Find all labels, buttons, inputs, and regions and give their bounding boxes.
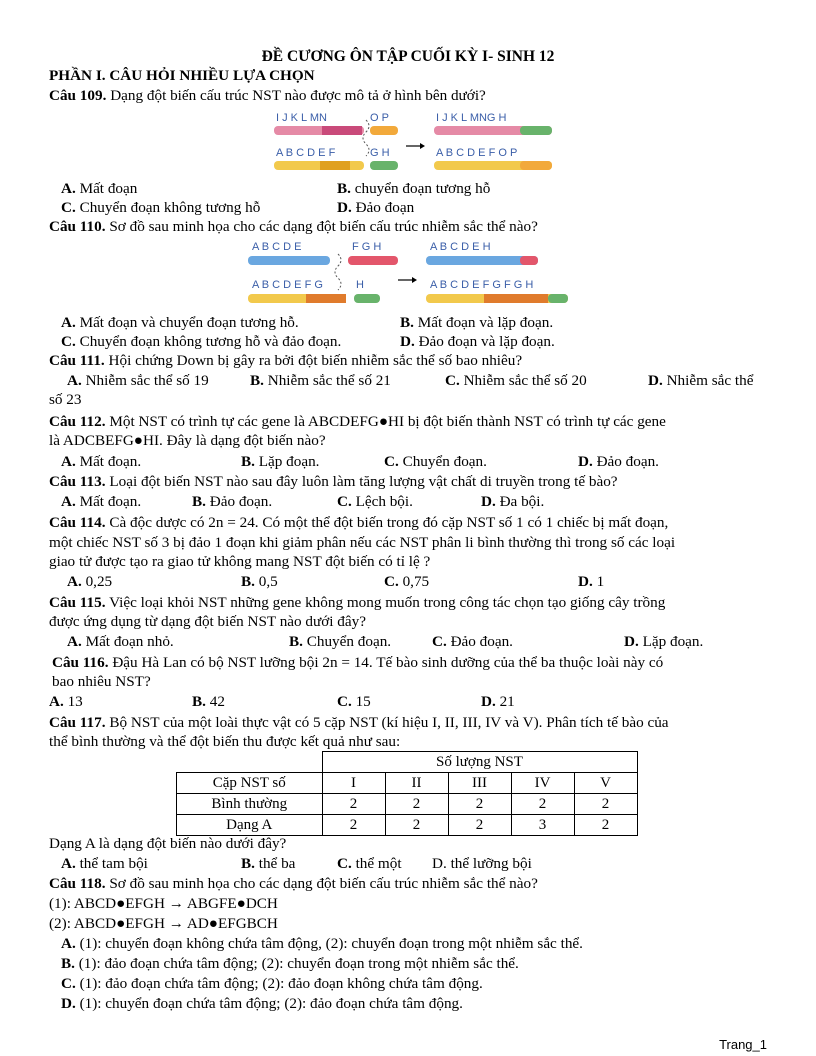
question-114-cont: một chiếc NST số 3 bị đảo 1 đoạn khi giảm phân nếu các NST phân li bình thường thì trong số các loại — [49, 534, 676, 551]
chromosome-segment — [520, 256, 538, 265]
table-row — [177, 794, 638, 815]
q117-option-c: C. thể một — [337, 855, 402, 872]
chromosome-segment — [306, 294, 346, 303]
table-cell: 2 — [448, 815, 511, 836]
table-row — [177, 815, 638, 836]
q117-option-b: B. thể ba — [241, 855, 296, 872]
chromosome-segment — [320, 161, 350, 170]
q111-option-c: C. Nhiễm sắc thể số 20 — [445, 372, 587, 389]
fig-label: I J K L MN — [276, 112, 327, 124]
q117-option-d: D. thể lưỡng bội — [432, 855, 532, 872]
question-113: Câu 113. Loại đột biến NST nào sau đây luôn làm tăng lượng vật chất di truyền trong tế bào? — [49, 473, 618, 490]
page-title: ĐỀ CƯƠNG ÔN TẬP CUỐI KỲ I- SINH 12 — [261, 48, 555, 65]
question-112: Câu 112. Một NST có trình tự các gene là ABCDEFG●HI bị đột biến thành NST có trình tự các gene — [49, 413, 666, 430]
table-cell: Dạng A — [177, 815, 323, 836]
fig-label: A B C D E F G F G H — [430, 279, 534, 291]
table-cell: 2 — [322, 794, 385, 815]
question-114-cont: giao tử được tạo ra giao tử không mang NST đột biến có tỉ lệ ? — [49, 553, 431, 570]
table-cell: 3 — [511, 815, 574, 836]
break-point — [363, 120, 369, 156]
q112-option-c: C. Chuyển đoạn. — [384, 453, 487, 470]
question-118: Câu 118. Sơ đồ sau minh họa cho các dạng đột biến cấu trúc nhiễm sắc thể nào? — [49, 875, 538, 892]
q113-option-b: B. Đảo đoạn. — [192, 493, 273, 510]
question-116: Câu 116. Đậu Hà Lan có bộ NST lưỡng bội 2n = 14. Tế bào sinh dưỡng của thể ba thuộc loài này có — [52, 654, 664, 671]
q118-option-d: D. (1): chuyển đoạn chứa tâm động; (2): đảo đoạn chứa tâm động. — [61, 995, 463, 1012]
table-col-header: I — [322, 773, 385, 794]
table-col-header: V — [574, 773, 637, 794]
question-115-cont: được ứng dụng từ dạng đột biến NST nào dưới đây? — [49, 613, 366, 630]
q109-option-c: C. Chuyển đoạn không tương hỗ — [61, 199, 261, 216]
q117-option-a: A. thể tam bội — [61, 855, 148, 872]
q110-option-a: A. Mất đoạn và chuyển đoạn tương hỗ. — [61, 314, 299, 331]
question-112-cont: là ADCBEFG●HI. Đây là dạng đột biến nào? — [49, 432, 326, 449]
fig-label: G H — [370, 147, 390, 159]
q118-option-c: C. (1): đảo đoạn chứa tâm động; (2): đảo đoạn không chứa tâm động. — [61, 975, 483, 992]
table-cell: 2 — [385, 794, 448, 815]
table-header-row — [177, 773, 638, 794]
chromosome-segment — [348, 256, 398, 265]
question-110: Câu 110. Sơ đồ sau minh họa cho các dạng đột biến cấu trúc nhiễm sắc thể nào? — [49, 218, 538, 235]
chromosome-segment — [248, 256, 330, 265]
table-cell: 2 — [322, 815, 385, 836]
fig-label: A B C D E F O P — [436, 147, 518, 159]
q109-option-b: B. chuyển đoạn tương hỗ — [337, 180, 491, 197]
break-point — [335, 254, 341, 290]
q115-option-c: C. Đảo đoạn. — [432, 633, 513, 650]
table-corner — [177, 752, 323, 773]
q112-option-b: B. Lặp đoạn. — [241, 453, 320, 470]
question-114: Câu 114. Cà độc dược có 2n = 24. Có một thể đột biến trong đó cặp NST số 1 có 1 chiếc bị mất đoạn, — [49, 514, 669, 531]
chromosome-segment — [548, 294, 568, 303]
chromosome-segment — [274, 161, 364, 170]
table-row-header: Cặp NST số — [177, 773, 323, 794]
q110-option-c: C. Chuyển đoạn không tương hỗ và đảo đoạn. — [61, 333, 342, 350]
fig-label: O P — [370, 112, 389, 124]
question-116-cont: bao nhiêu NST? — [52, 673, 151, 690]
question-109: Câu 109. Dạng đột biến cấu trúc NST nào được mô tả ở hình bên dưới? — [49, 87, 486, 104]
fig-label: A B C D E F — [276, 147, 336, 159]
chromosome-segment — [520, 161, 552, 170]
q114-option-a: A. 0,25 — [67, 573, 113, 590]
question-117-cont: thể bình thường và thể đột biến thu được kết quả như sau: — [49, 733, 401, 750]
q109-figure — [270, 106, 570, 178]
q118-scheme-1: (1): ABCD●EFGH → ABGFE●DCH — [49, 895, 278, 912]
q110-option-b: B. Mất đoạn và lặp đoạn. — [400, 314, 554, 331]
q115-option-d: D. Lặp đoạn. — [624, 633, 704, 650]
chromosome-segment — [322, 126, 362, 135]
table-cell: 2 — [385, 815, 448, 836]
q118-scheme-2: (2): ABCD●EFGH → AD●EFGBCH — [49, 915, 278, 932]
q113-option-d: D. Đa bội. — [481, 493, 545, 510]
q110-figure — [244, 236, 574, 312]
table-group-header: Số lượng NST — [322, 752, 637, 773]
table-cell: Bình thường — [177, 794, 323, 815]
q110-option-d: D. Đảo đoạn và lặp đoạn. — [400, 333, 555, 350]
q115-option-b: B. Chuyển đoạn. — [289, 633, 392, 650]
page-footer: Trang_1 — [719, 1037, 767, 1052]
q111-option-a: A. Nhiễm sắc thể số 19 — [67, 372, 209, 389]
chromosome-segment — [484, 294, 548, 303]
chromosome-segment — [520, 126, 552, 135]
fig-label: F G H — [352, 241, 382, 253]
question-117-after: Dạng A là dạng đột biến nào dưới đây? — [49, 835, 287, 852]
q116-option-c: C. 15 — [337, 693, 371, 710]
arrow-icon — [420, 143, 425, 149]
fig-label: A B C D E — [252, 241, 302, 253]
q109-option-a: A. Mất đoạn — [61, 180, 138, 197]
q109-option-d: D. Đảo đoạn — [337, 199, 415, 216]
q111-option-d-cont: số 23 — [49, 391, 82, 408]
q113-option-a: A. Mất đoạn. — [61, 493, 142, 510]
section-heading: PHẦN I. CÂU HỎI NHIỀU LỰA CHỌN — [49, 67, 315, 84]
question-111: Câu 111. Hội chứng Down bị gây ra bởi đột biến nhiễm sắc thể số bao nhiêu? — [49, 352, 523, 369]
q116-option-b: B. 42 — [192, 693, 225, 710]
chromosome-count-table — [176, 751, 638, 836]
fig-label: H — [356, 279, 364, 291]
table-col-header: II — [385, 773, 448, 794]
fig-label: I J K L MNG H — [436, 112, 507, 124]
table-col-header: IV — [511, 773, 574, 794]
q111-option-d: D. Nhiễm sắc thể — [648, 372, 754, 389]
fig-label: A B C D E F G — [252, 279, 323, 291]
table-cell: 2 — [448, 794, 511, 815]
fig-label: A B C D E H — [430, 241, 491, 253]
arrow-icon — [412, 277, 417, 283]
q113-option-c: C. Lệch bội. — [337, 493, 413, 510]
q114-option-d: D. 1 — [578, 573, 605, 590]
q118-option-b: B. (1): đảo đoạn chứa tâm động; (2): chuyển đoạn trong một nhiễm sắc thể. — [61, 955, 519, 972]
q114-option-c: C. 0,75 — [384, 573, 430, 590]
q112-option-a: A. Mất đoạn. — [61, 453, 142, 470]
question-117: Câu 117. Bộ NST của một loài thực vật có 5 cặp NST (kí hiệu I, II, III, IV và V). Phân tích tế bào của — [49, 714, 669, 731]
chromosome-segment — [370, 161, 398, 170]
q114-option-b: B. 0,5 — [241, 573, 278, 590]
q112-option-d: D. Đảo đoạn. — [578, 453, 659, 470]
table-cell: 2 — [574, 815, 637, 836]
q111-option-b: B. Nhiễm sắc thể số 21 — [250, 372, 391, 389]
question-115: Câu 115. Việc loại khỏi NST những gene không mong muốn trong công tác chọn tạo giống cây trồng — [49, 594, 666, 611]
q118-option-a: A. (1): chuyển đoạn không chứa tâm động, (2): chuyển đoạn trong một nhiễm sắc thể. — [61, 935, 583, 952]
q116-option-a: A. 13 — [49, 693, 83, 710]
q116-option-d: D. 21 — [481, 693, 515, 710]
table-cell: 2 — [511, 794, 574, 815]
table-cell: 2 — [574, 794, 637, 815]
table-col-header: III — [448, 773, 511, 794]
chromosome-segment — [354, 294, 380, 303]
chromosome-segment — [370, 126, 398, 135]
q115-option-a: A. Mất đoạn nhỏ. — [67, 633, 174, 650]
